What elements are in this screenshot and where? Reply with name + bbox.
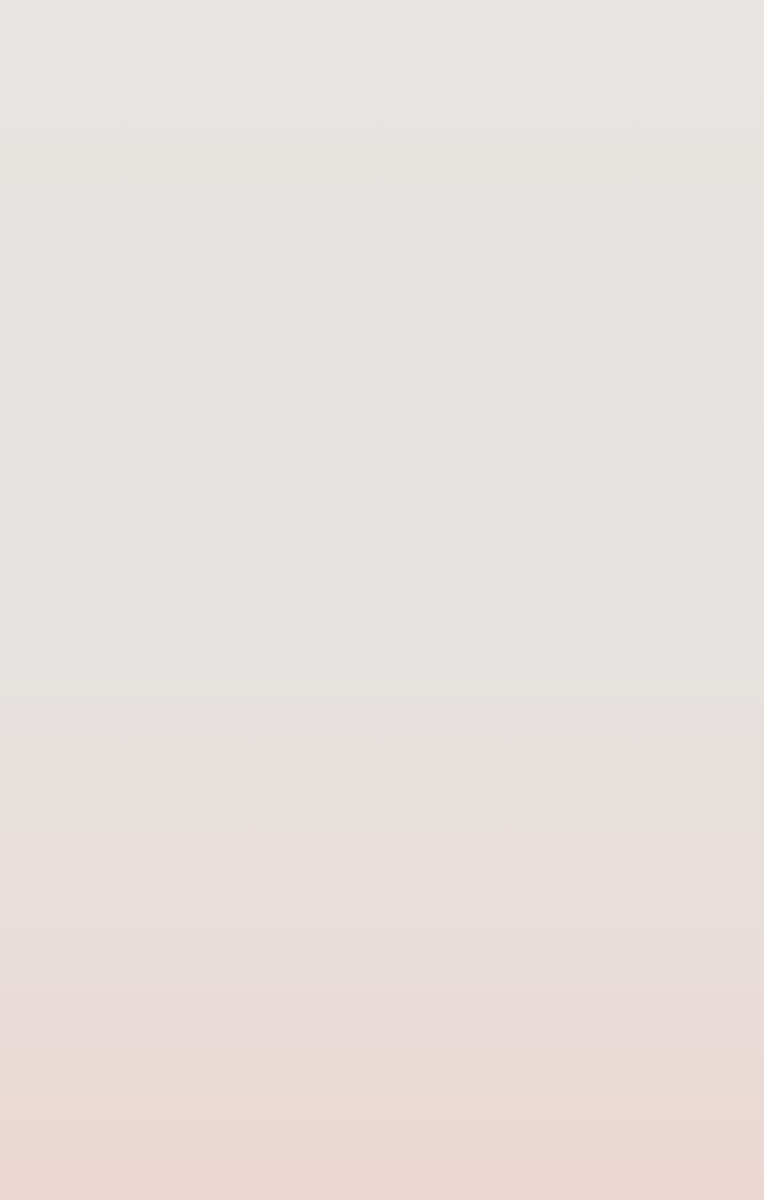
hydrograph-figure: [0, 0, 460, 800]
